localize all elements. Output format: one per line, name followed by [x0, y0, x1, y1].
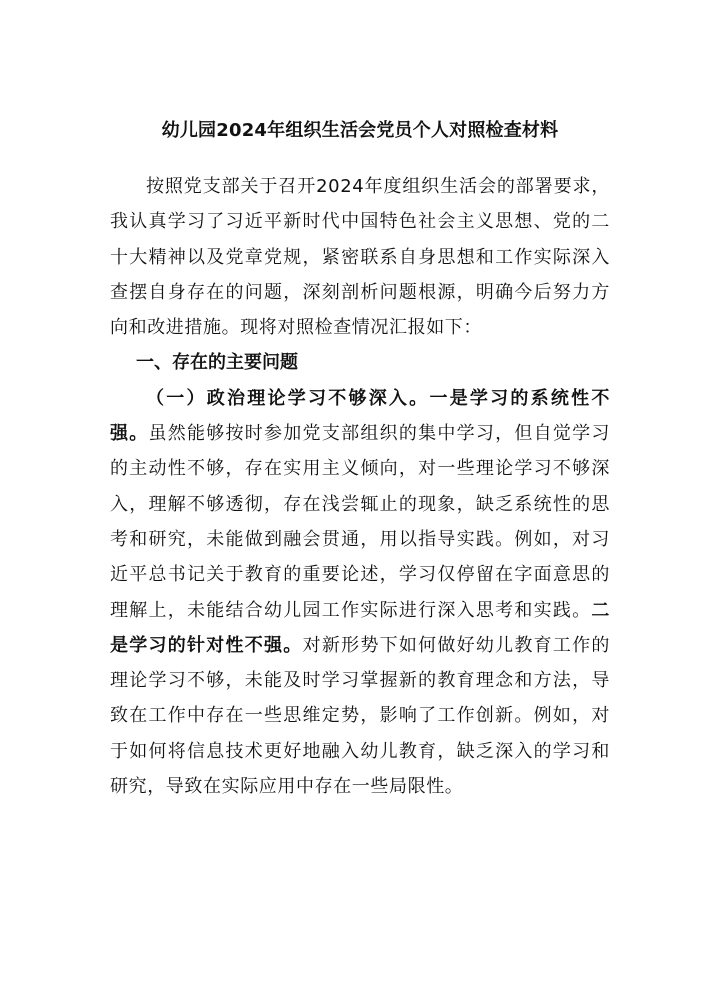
- point-two-label: 二是学习的针对性不强。: [110, 599, 610, 656]
- point-one-label: 一是学习的系统性不强。: [110, 387, 610, 445]
- document-title: 幼儿园2024年组织生活会党员个人对照检查材料: [161, 120, 559, 141]
- section-heading-main-problems: 一、存在的主要问题: [136, 352, 298, 374]
- document-body: [110, 115, 610, 804]
- intro-paragraph: 按照党支部关于召开2024年度组织生活会的部署要求，我认真学习了习近平新时代中国特色社会主义思想、党的二十大精神以及党章党规，紧密联系自身思想和工作实际深入查摆自身存在的问题，深刻剖析问题根源，明确今后努力方向和改进措施。现将对照检查情况汇报如下：: [110, 176, 610, 339]
- subsection-heading: （一）政治理论学习不够深入。: [146, 387, 430, 409]
- subsection-paragraph-political-study: [110, 381, 610, 805]
- point-one-text: 虽然能够按时参加党支部组织的集中学习，但自觉学习的主动性不够，存在实用主义倾向，对一些理论学习不够深入，理解不够透彻，存在浅尝辄止的现象，缺乏系统性的思考和研究，未能做到融会贯通，用以指导实践。例如，对习近平总书记关于教育的重要论述，学习仅停留在字面意思的理解上，未能结合幼儿园工作实际进行深入思考和实践。: [110, 423, 610, 621]
- point-two-text: 对新形势下如何做好幼儿教育工作的理论学习不够，未能及时学习掌握新的教育理念和方法，导致在工作中存在一些思维定势，影响了工作创新。例如，对于如何将信息技术更好地融入幼儿教育，缺乏深入的学习和研究，导致在实际应用中存在一些局限性。: [110, 634, 610, 798]
